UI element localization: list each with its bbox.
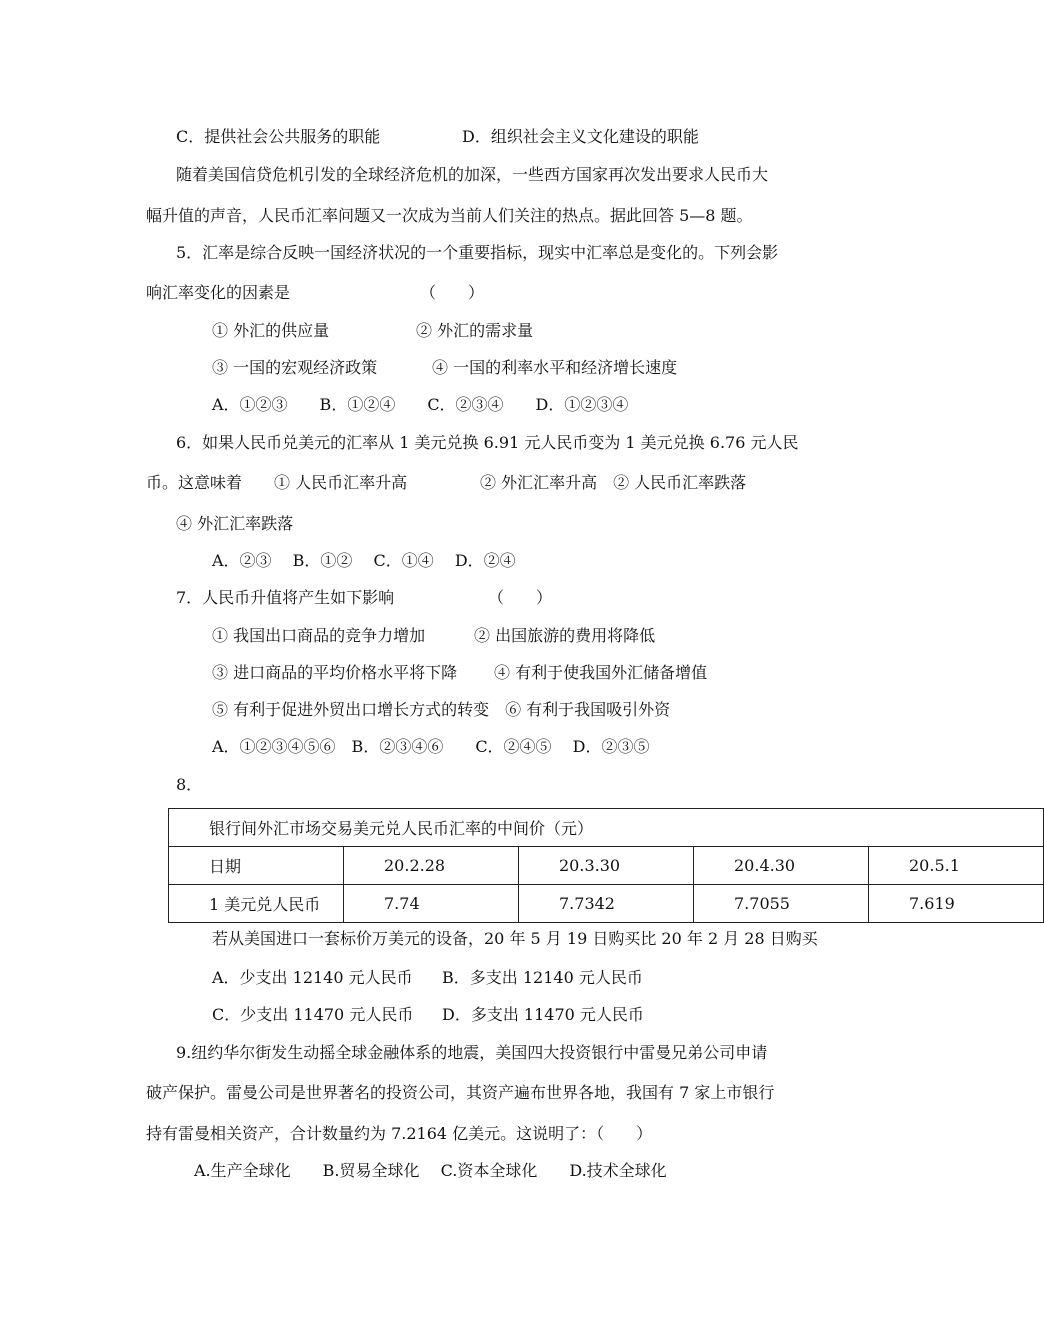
table-date: 20.5.1 — [869, 847, 1044, 885]
q9-stem-1: 9.纽约华尔街发生动摇全球金融体系的地震，美国四大投资银行中雷曼兄弟公司申请 — [176, 1043, 768, 1062]
q5-stem-1: 5．汇率是综合反映一国经济状况的一个重要指标，现实中汇率总是变化的。下列会影 — [176, 243, 779, 262]
table-rate: 7.74 — [344, 885, 519, 923]
table-title-row — [169, 809, 1044, 847]
q8-option-d: D．多支出 11470 元人民币 — [442, 1005, 644, 1024]
q6-stem-1: 6．如果人民币兑美元的汇率从 1 美元兑换 6.91 元人民币变为 1 美元兑换 6.76 元人民 — [176, 433, 799, 452]
q9-stem-3: 持有雷曼相关资产，合计数量约为 7.2164 亿美元。这说明了：（ ） — [146, 1124, 653, 1143]
table-row-label: 1 美元兑人民币 — [169, 885, 344, 923]
q7-item-4: ④ 有利于使我国外汇储备增值 — [494, 663, 708, 682]
q6-item-4: ④ 外汇汇率跌落 — [176, 514, 294, 533]
table-row-dates — [169, 847, 1044, 885]
q6-items-2-3: ② 外汇汇率升高 ② 人民币汇率跌落 — [480, 473, 747, 492]
q5-answer-bracket: （ ） — [420, 283, 485, 302]
q8-number: 8． — [176, 775, 203, 794]
q8-option-a: A．少支出 12140 元人民币 — [212, 968, 413, 987]
exchange-rate-table — [168, 808, 1044, 923]
q6-options: A．②③ B．①② C．①④ D．②④ — [212, 551, 516, 570]
table-rate: 7.7055 — [694, 885, 869, 923]
table-rate: 7.7342 — [519, 885, 694, 923]
q7-stem: 7．人民币升值将产生如下影响 — [176, 588, 395, 607]
table-date: 20.2.28 — [344, 847, 519, 885]
table-header-label: 日期 — [169, 847, 344, 885]
q5-item-1: ① 外汇的供应量 — [212, 321, 330, 340]
intro-line-1: 随着美国信贷危机引发的全球经济危机的加深，一些西方国家再次发出要求人民币大 — [176, 165, 769, 184]
q8-option-b: B．多支出 12140 元人民币 — [442, 968, 643, 987]
q8-stem: 若从美国进口一套标价万美元的设备，20 年 5 月 19 日购买比 20 年 2 月 28 日购买 — [212, 929, 818, 948]
q6-stem-2: 币。这意味着 ① 人民币汇率升高 — [146, 473, 408, 492]
q5-item-2: ② 外汇的需求量 — [416, 321, 534, 340]
q9-stem-2: 破产保护。雷曼公司是世界著名的投资公司，其资产遍布世界各地，我国有 7 家上市银行 — [146, 1083, 775, 1102]
q5-options: A．①②③ B．①②④ C．②③④ D．①②③④ — [212, 395, 629, 414]
intro-line-2: 幅升值的声音，人民币汇率问题又一次成为当前人们关注的热点。据此回答 5—8 题。 — [146, 206, 753, 225]
q9-options: A.生产全球化 B.贸易全球化 C.资本全球化 D.技术全球化 — [194, 1161, 667, 1180]
q4-option-c: C．提供社会公共服务的职能 — [176, 127, 381, 146]
q4-option-d: D．组织社会主义文化建设的职能 — [462, 127, 699, 146]
q5-item-4: ④ 一国的利率水平和经济增长速度 — [432, 358, 678, 377]
q7-item-3: ③ 进口商品的平均价格水平将下降 — [212, 663, 458, 682]
table-date: 20.4.30 — [694, 847, 869, 885]
q7-items-5-6: ⑤ 有利于促进外贸出口增长方式的转变 ⑥ 有利于我国吸引外资 — [212, 700, 671, 719]
q5-item-3: ③ 一国的宏观经济政策 — [212, 358, 378, 377]
q7-answer-bracket: （ ） — [488, 588, 553, 607]
table-title: 银行间外汇市场交易美元兑人民币汇率的中间价（元） — [169, 809, 1044, 847]
q7-options: A．①②③④⑤⑥ B．②③④⑥ C．②④⑤ D．②③⑤ — [212, 737, 650, 756]
q8-option-c: C．少支出 11470 元人民币 — [212, 1005, 414, 1024]
q7-item-2: ② 出国旅游的费用将降低 — [474, 626, 656, 645]
table-rate: 7.619 — [869, 885, 1044, 923]
table-row-rates — [169, 885, 1044, 923]
q5-stem-2: 响汇率变化的因素是 — [146, 283, 291, 302]
q7-item-1: ① 我国出口商品的竞争力增加 — [212, 626, 426, 645]
table-date: 20.3.30 — [519, 847, 694, 885]
